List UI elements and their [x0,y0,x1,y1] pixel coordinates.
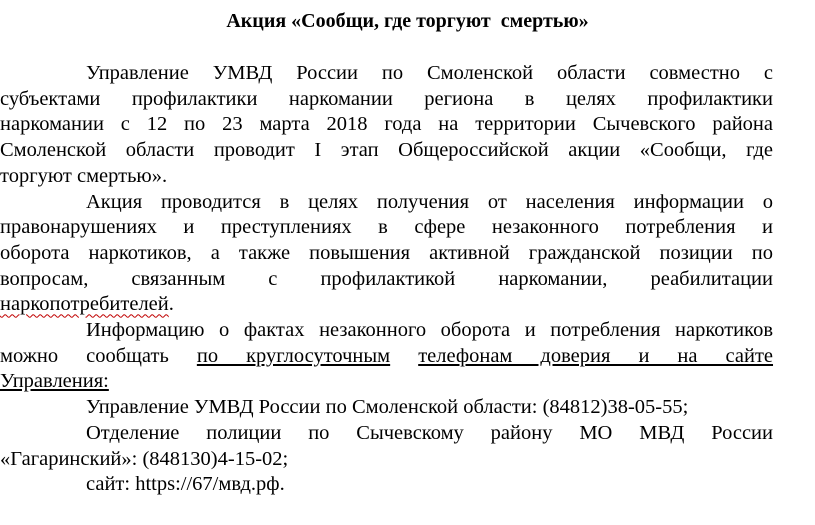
text-line: Акция проводится в целях получения от населения информации о [86,190,773,213]
text-line: Управление УМВД России по Смоленской области совместно с [86,62,773,84]
contact-line-website: сайт: https://67/мвд.рф. [86,473,285,496]
spellcheck-word: наркопотребителей [0,293,169,316]
document-body [0,61,774,498]
text-line: субъектами профилактики наркомании региона в целях профилактики [0,87,773,110]
text-line: Смоленской области проводит I этап Общероссийской акции «Сообщи, где [0,139,773,162]
text-line: оборота наркотиков, а также повышения активной гражданской позиции по [0,241,773,264]
text-line: Информацию о фактах незаконного оборота и потребления наркотиков [86,319,773,342]
contact-line-police: Отделение полиции по Сычевскому району МО МВД России [86,421,773,444]
paragraph-report-info [0,318,774,395]
paragraph-campaign-purpose [0,190,773,319]
text-line: наркомании с 12 по 23 марта 2018 года на территории Сычевского района [0,113,773,136]
text-fragment [390,345,418,367]
contact-line-police-phone: «Гагаринский»: (848130)4-15-02; [0,447,289,470]
underlined-text: телефонам доверия и на сайте [418,344,774,367]
document-title: Акция «Сообщи, где торгуют смертью» [226,10,589,32]
text-fragment: . [168,293,174,316]
contacts-block [0,395,773,498]
contact-line-umvd: Управление УМВД России по Смоленской области: (84812)38-05-55; [86,396,689,419]
underlined-text: Управления: [0,370,109,393]
text-fragment: можно сообщать [0,344,197,367]
text-line: правонарушениях и преступлениях в сфере незаконного потребления и [0,216,773,239]
paragraph-campaign-intro [0,61,773,190]
text-line: вопросам, связанным с профилактикой наркомании, реабилитации [0,267,773,290]
underlined-text: по круглосуточным [196,344,391,367]
text-line [0,292,773,318]
text-line [0,344,773,370]
text-line [0,369,773,395]
text-line: торгуют смертью». [0,164,168,187]
